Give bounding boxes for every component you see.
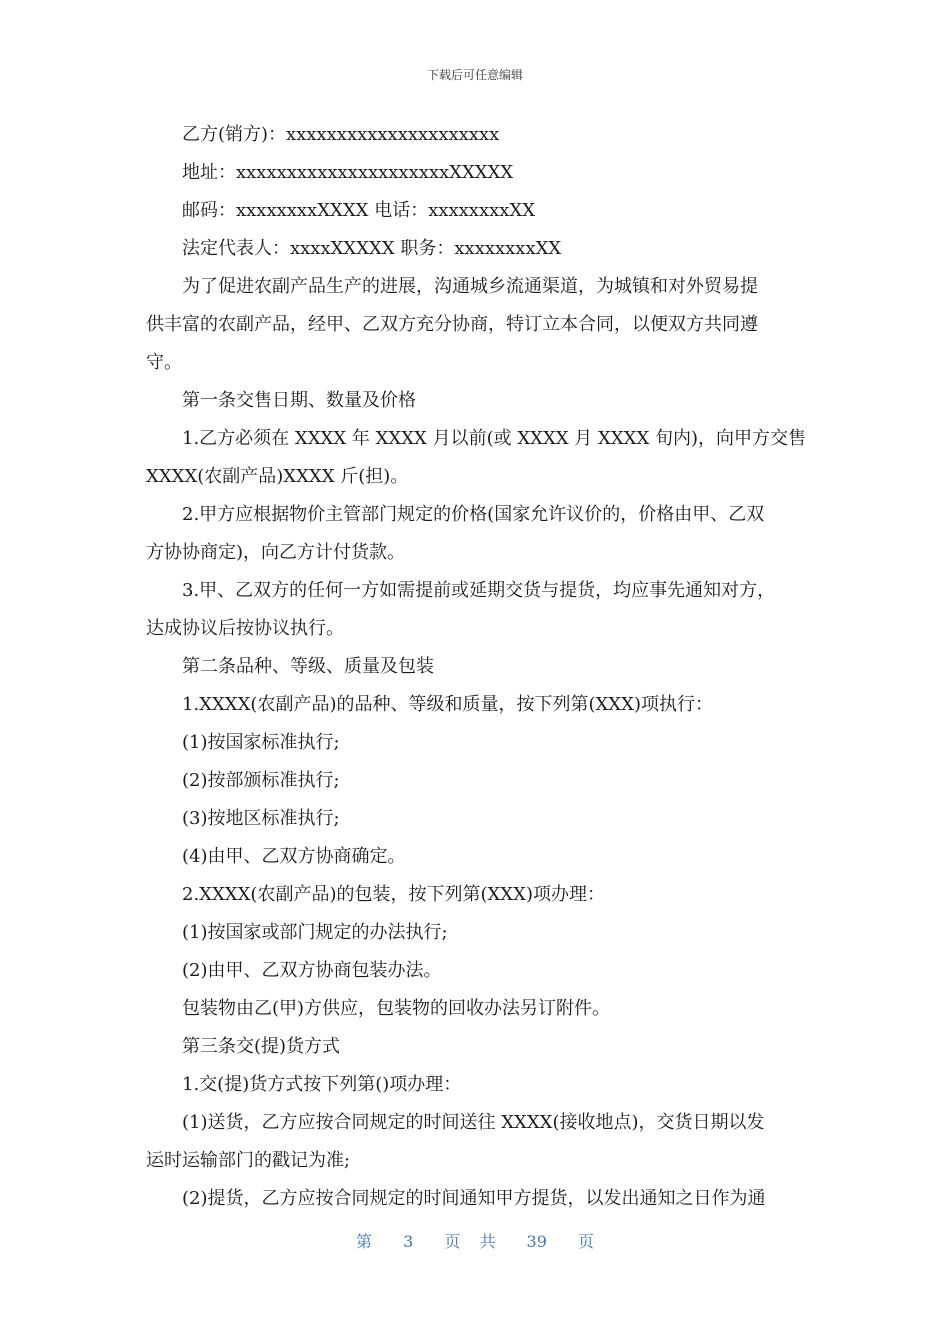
footer-current-page: 3 (403, 1232, 414, 1251)
text-line: 邮码：xxxxxxxxXXXX 电话：xxxxxxxxXX (182, 200, 536, 221)
text-line: 第一条交售日期、数量及价格 (182, 390, 416, 411)
text-line: 3.甲、乙双方的任何一方如需提前或延期交货与提货，均应事先通知对方， (182, 580, 776, 601)
text-line: (2)提货，乙方应按合同规定的时间通知甲方提货，以发出通知之日作为通 (182, 1188, 766, 1209)
text-line: (2)由甲、乙双方协商包装办法。 (182, 960, 442, 981)
text-line: 法定代表人：xxxxXXXXX 职务：xxxxxxxxXX (182, 238, 562, 259)
footer-middle: 页 共 (444, 1232, 496, 1251)
text-line: 达成协议后按协议执行。 (146, 618, 344, 639)
text-line: (1)送货，乙方应按合同规定的时间送往 XXXX(接收地点)，交货日期以发 (182, 1112, 765, 1133)
text-line: 第三条交(提)货方式 (182, 1036, 341, 1057)
text-line: 1.交(提)货方式按下列第()项办理： (182, 1074, 462, 1095)
text-line: 2.甲方应根据物价主管部门规定的价格(国家允许议价的，价格由甲、乙双 (182, 504, 765, 525)
text-line: 为了促进农副产品生产的进展，沟通城乡流通渠道，为城镇和对外贸易提 (182, 276, 758, 297)
text-line: 1.XXXX(农副产品)的品种、等级和质量，按下列第(XXX)项执行： (182, 694, 713, 715)
text-line: 乙方(销方)：xxxxxxxxxxxxxxxxxxxxx (182, 124, 500, 145)
page-header: 下载后可任意编辑 (426, 68, 523, 82)
text-line: XXXX(农副产品)XXXX 斤(担)。 (146, 466, 409, 487)
text-line: 地址：xxxxxxxxxxxxxxxxxxxxxXXXXX (182, 162, 514, 183)
document-body (146, 116, 806, 1218)
text-line: 守。 (146, 352, 182, 373)
text-line: (4)由甲、乙双方协商确定。 (182, 846, 406, 867)
footer-prefix: 第 (355, 1232, 372, 1251)
page-footer (0, 1229, 950, 1252)
footer-suffix: 页 (578, 1232, 595, 1251)
text-line: 2.XXXX(农副产品)的包装，按下列第(XXX)项办理： (182, 884, 605, 905)
text-line: (1)按国家或部门规定的办法执行; (182, 922, 448, 943)
text-line: 供丰富的农副产品，经甲、乙双方充分协商，特订立本合同，以便双方共同遵 (146, 314, 758, 335)
text-line: 方协协商定)，向乙方计付货款。 (146, 542, 406, 563)
text-line: 运时运输部门的戳记为准; (146, 1150, 351, 1171)
text-line: 1.乙方必须在 XXXX 年 XXXX 月以前(或 XXXX 月 XXXX 旬内)，向甲方交售 (182, 428, 807, 449)
text-line: 包装物由乙(甲)方供应，包装物的回收办法另订附件。 (182, 998, 611, 1019)
text-line: (2)按部颁标准执行; (182, 770, 340, 791)
text-line: (3)按地区标准执行; (182, 808, 340, 829)
footer-total-pages: 39 (526, 1232, 547, 1251)
text-line: (1)按国家标准执行; (182, 732, 340, 753)
text-line: 第二条品种、等级、质量及包装 (182, 656, 434, 677)
